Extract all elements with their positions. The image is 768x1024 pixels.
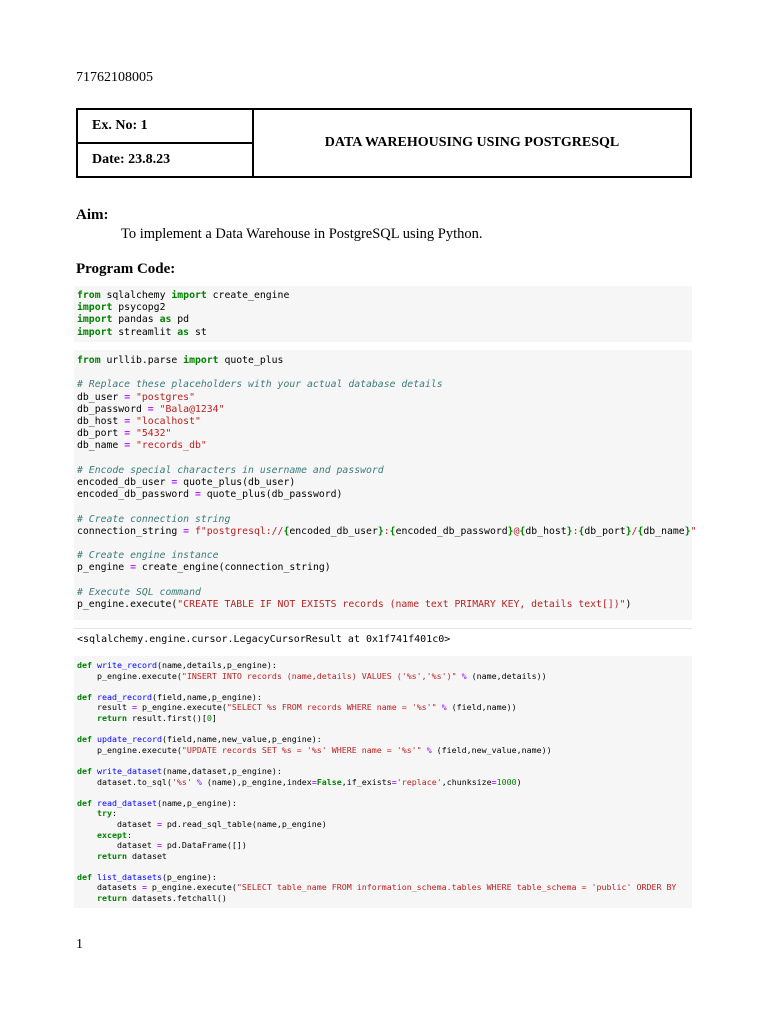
cell-separator <box>74 628 692 629</box>
code-token: import <box>171 290 207 301</box>
code-token: try <box>96 808 112 819</box>
code-line <box>77 724 692 735</box>
code-token <box>77 851 97 861</box>
code-token: @ <box>513 525 520 537</box>
code-token: read_record <box>97 691 152 702</box>
code-token: "CREATE TABLE IF NOT EXISTS records (name text PRIMARY KEY, details text[])" <box>177 599 626 611</box>
code-token: % <box>441 702 447 713</box>
code-token: f"postgresql:// <box>194 525 284 537</box>
code-line <box>77 550 692 562</box>
code-token: db_host <box>77 416 125 428</box>
code-line <box>77 290 692 302</box>
code-token: "UPDATE records SET %s = '%s' WHERE name = '%s'" <box>181 744 422 755</box>
code-token: except <box>96 829 127 840</box>
code-token: quote_plus(db_user) <box>177 477 296 489</box>
code-token: p_engine.execute( <box>146 882 237 893</box>
code-token: db_name <box>77 440 125 452</box>
code-token: % <box>196 776 202 787</box>
code-token: db_host <box>525 525 567 537</box>
code-line <box>77 327 692 339</box>
code-token: return <box>96 850 127 861</box>
code-line <box>77 713 692 724</box>
code-token: result <box>77 702 132 713</box>
exercise-date: Date: 23.8.23 <box>77 143 253 177</box>
code-line <box>77 514 692 526</box>
code-line <box>77 819 692 830</box>
code-line <box>77 538 692 550</box>
code-token: result.first()[ <box>126 712 207 723</box>
code-line <box>77 477 692 489</box>
code-token: "SELECT table_name FROM information_schema.tables WHERE table_schema = 'public' ORDER BY <box>236 882 677 893</box>
code-token: ,if_exists <box>341 776 392 787</box>
code-token: encoded_db_password <box>77 489 195 501</box>
code-token: = <box>124 428 131 440</box>
code-token: ,chunksize <box>441 776 492 787</box>
code-token: import <box>77 314 113 326</box>
exercise-title: DATA WAREHOUSING USING POSTGRESQL <box>253 109 691 177</box>
code-token <box>77 893 97 903</box>
code-line <box>77 379 692 391</box>
code-token: = <box>156 818 162 829</box>
code-token: # Execute SQL command <box>77 586 201 598</box>
code-token: } <box>566 525 573 537</box>
code-token: import <box>77 326 113 338</box>
register-number: 71762108005 <box>76 70 153 85</box>
code-line <box>77 489 692 501</box>
code-token: pd.DataFrame([]) <box>161 840 247 851</box>
code-line <box>77 428 692 440</box>
code-token: # Create connection string <box>77 513 231 525</box>
code-token: st <box>189 326 207 338</box>
code-block-imports <box>74 286 692 342</box>
code-token: "postgres" <box>136 391 195 403</box>
code-token: def <box>77 871 92 882</box>
code-token: p_engine.execute( <box>77 670 182 681</box>
code-token: return <box>96 893 127 904</box>
code-line <box>77 660 692 671</box>
code-token: "records_db" <box>136 440 207 452</box>
code-line <box>77 302 692 314</box>
code-token: db_port <box>584 525 626 537</box>
code-line <box>77 798 692 809</box>
code-line <box>77 440 692 452</box>
code-token: (name,dataset,p_engine): <box>161 765 282 776</box>
code-token: sqlalchemy <box>100 290 172 301</box>
code-line <box>77 392 692 404</box>
code-token <box>77 713 97 723</box>
code-token: ) <box>516 776 522 787</box>
code-token: (field,name,p_engine): <box>151 691 262 702</box>
code-token: { <box>519 525 526 537</box>
code-line <box>77 702 692 713</box>
code-token: = <box>194 489 201 501</box>
program-code-heading: Program Code: <box>76 261 176 277</box>
code-line <box>77 355 692 367</box>
code-token: psycopg2 <box>112 302 166 314</box>
code-token: False <box>316 776 342 787</box>
code-line <box>77 777 692 788</box>
code-token: "SELECT %s FROM records WHERE name = '%s'" <box>226 702 437 713</box>
exercise-header-table <box>76 108 692 178</box>
code-token: '%s' <box>171 776 192 787</box>
code-token: db_name <box>643 525 685 537</box>
code-token: (field,name)) <box>446 702 517 713</box>
code-token: % <box>426 744 432 755</box>
code-token: create_engine <box>206 290 290 301</box>
code-token: = <box>391 776 397 787</box>
code-line <box>77 599 692 611</box>
exercise-number: Ex. No: 1 <box>77 109 253 143</box>
code-line <box>77 755 692 766</box>
code-token: / <box>631 525 638 537</box>
code-token: write_dataset <box>97 765 162 776</box>
code-token: : <box>572 525 579 537</box>
code-line <box>77 453 692 465</box>
code-token <box>77 808 97 818</box>
code-token: : <box>126 829 132 840</box>
code-token: "INSERT INTO records (name,details) VALUES ('%s','%s')" <box>181 670 457 681</box>
code-line <box>77 734 692 745</box>
code-line <box>77 562 692 574</box>
code-token: p_engine.execute( <box>136 702 227 713</box>
aim-heading: Aim: <box>76 207 109 223</box>
code-token: as <box>177 326 190 338</box>
code-token: pd.read_sql_table(name,p_engine) <box>161 818 327 829</box>
code-token: urllib.parse <box>100 355 184 366</box>
code-token <box>77 830 97 840</box>
code-token: = <box>124 416 131 428</box>
code-line <box>77 681 692 692</box>
code-output: <sqlalchemy.engine.cursor.LegacyCursorResult at 0x1f741f401c0> <box>77 634 451 645</box>
code-token: { <box>283 525 290 537</box>
code-token: list_datasets <box>97 871 162 882</box>
code-token: 'replace' <box>396 776 442 787</box>
code-token: dataset <box>77 840 157 851</box>
code-token: = <box>171 477 178 489</box>
code-token: % <box>461 670 467 681</box>
code-token: } <box>377 525 384 537</box>
code-token: (name,p_engine): <box>156 797 237 808</box>
code-token: = <box>124 440 131 452</box>
code-token: = <box>147 403 154 415</box>
code-token: def <box>77 797 92 808</box>
code-token: : <box>383 525 390 537</box>
code-token: datasets <box>77 882 142 893</box>
code-token: 0 <box>206 712 212 723</box>
code-token: = <box>491 776 497 787</box>
code-token: quote_plus(db_password) <box>200 489 343 501</box>
code-token: def <box>77 765 92 776</box>
code-token: { <box>389 525 396 537</box>
code-token: (field,new_value,name)) <box>431 744 552 755</box>
code-token: = <box>311 776 317 787</box>
code-line <box>77 830 692 841</box>
code-token: (name,details)) <box>466 670 547 681</box>
code-token: # Create engine instance <box>77 550 219 562</box>
code-token: p_engine.execute( <box>77 599 178 611</box>
code-line <box>77 808 692 819</box>
code-token: # Encode special characters in username and password <box>77 464 384 476</box>
code-line <box>77 745 692 756</box>
code-token: = <box>130 562 136 574</box>
code-token: encoded_db_password <box>395 525 508 537</box>
code-line <box>77 766 692 777</box>
code-token: } <box>507 525 514 537</box>
code-token: (name,details,p_engine): <box>156 660 277 670</box>
code-token: quote_plus <box>218 355 284 366</box>
code-token: } <box>684 525 691 537</box>
code-token: p_engine.execute( <box>77 744 182 755</box>
code-line <box>77 314 692 326</box>
code-line <box>77 861 692 872</box>
page-number: 1 <box>76 937 83 952</box>
code-token: db_user <box>77 391 125 403</box>
code-token: # Replace these placeholders with your actual database details <box>77 379 443 391</box>
code-token: dataset <box>77 818 157 829</box>
code-token: } <box>625 525 632 537</box>
code-token: = <box>131 702 137 713</box>
code-token: ) <box>625 599 632 611</box>
code-token: (field,name,new_value,p_engine): <box>161 734 322 745</box>
code-token: connection_string <box>77 525 184 537</box>
code-token: 1000 <box>496 776 517 787</box>
code-token: : <box>111 808 117 819</box>
code-line <box>77 893 692 904</box>
code-line <box>77 872 692 883</box>
code-line <box>77 587 692 599</box>
code-token: pd <box>171 314 190 326</box>
code-token: { <box>637 525 644 537</box>
code-token: read_dataset <box>97 797 157 808</box>
code-block-connection <box>74 350 697 620</box>
code-token: = <box>183 525 190 537</box>
code-line <box>77 671 692 682</box>
code-line <box>77 882 692 893</box>
aim-text: To implement a Data Warehouse in PostgreSQL using Python. <box>121 226 483 242</box>
code-line <box>77 416 692 428</box>
code-token: def <box>77 691 92 702</box>
code-token: (p_engine): <box>161 871 217 882</box>
code-token: encoded_db_user <box>77 477 172 489</box>
code-line <box>77 575 692 587</box>
code-token: "Bala@1234" <box>159 403 225 415</box>
code-token: = <box>156 840 162 851</box>
code-token: write_record <box>97 660 157 670</box>
code-token: "5432" <box>136 428 172 440</box>
code-line <box>77 787 692 798</box>
code-token: = <box>124 391 131 403</box>
code-token: dataset.to_sql( <box>77 776 172 787</box>
code-token: import <box>183 355 219 366</box>
code-token: encoded_db_user <box>289 525 378 537</box>
code-token: def <box>77 660 92 670</box>
code-line <box>77 851 692 862</box>
code-token: def <box>77 734 92 745</box>
code-line <box>77 840 692 851</box>
code-line <box>77 465 692 477</box>
code-token: db_port <box>77 428 125 440</box>
code-token: streamlit <box>112 326 178 338</box>
code-token: create_engine(connection_string) <box>136 562 331 574</box>
code-block-functions <box>74 656 692 908</box>
code-line <box>77 692 692 703</box>
code-token: = <box>141 882 147 893</box>
code-token: " <box>690 525 697 537</box>
code-token: from <box>77 355 101 366</box>
code-token: ] <box>211 712 217 723</box>
code-line <box>77 404 692 416</box>
code-token: pandas <box>112 314 160 326</box>
code-token: datasets.fetchall() <box>126 893 227 904</box>
code-line <box>77 501 692 513</box>
code-token: db_password <box>77 403 148 415</box>
code-token: (name),p_engine,index <box>201 776 312 787</box>
code-token: p_engine <box>77 562 131 574</box>
code-token: return <box>96 712 127 723</box>
code-token: "localhost" <box>136 416 201 428</box>
code-token: { <box>578 525 585 537</box>
code-token: from <box>77 290 101 301</box>
code-token: dataset <box>126 850 167 861</box>
code-line <box>77 367 692 379</box>
code-line <box>77 525 697 538</box>
code-token: import <box>77 302 113 314</box>
code-token: update_record <box>97 734 162 745</box>
code-token: as <box>159 314 172 326</box>
